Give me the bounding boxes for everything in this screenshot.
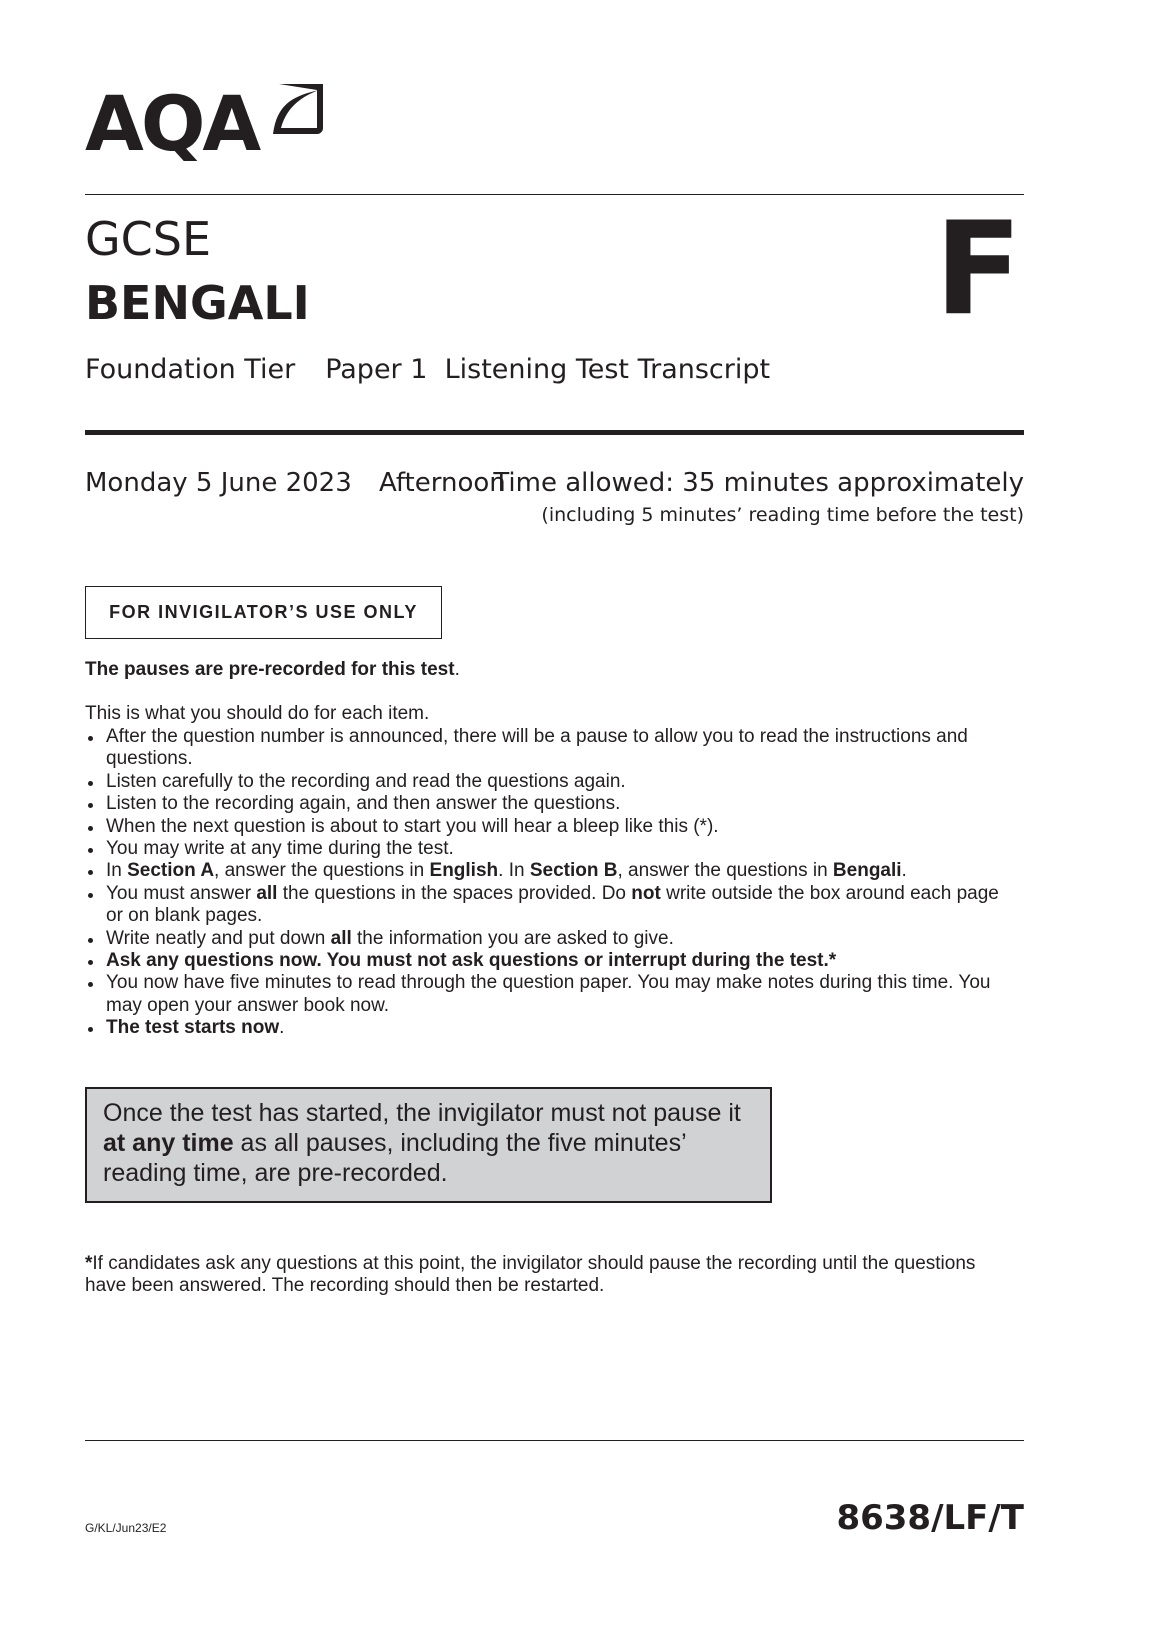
footnote-text: If candidates ask any questions at this point, the invigilator should pause the recording until the questions have been answered. The recording should then be restarted. bbox=[85, 1253, 976, 1297]
leaf-icon bbox=[273, 84, 323, 138]
instruction-text: . bbox=[279, 1017, 285, 1039]
instruction-text: . In bbox=[498, 860, 530, 882]
pauses-note: The pauses are pre-recorded for this test. bbox=[85, 659, 460, 680]
footnote-marker: * bbox=[85, 1253, 93, 1274]
instruction-text: Listen to the recording again, and then answer the questions. bbox=[106, 793, 621, 815]
instruction-emphasis: Ask any questions now. You must not ask questions or interrupt during the test.* bbox=[106, 950, 837, 972]
instruction-item bbox=[85, 950, 1005, 972]
instruction-text: You must answer bbox=[106, 882, 257, 904]
instruction-text: When the next question is about to start you will hear a bleep like this (*). bbox=[106, 815, 719, 837]
instruction-text: Write neatly and put down bbox=[106, 927, 331, 949]
instruction-text: You may write at any time during the test. bbox=[106, 838, 454, 860]
instruction-item bbox=[85, 883, 1005, 928]
notice-text: Once the test has started, the invigilator must not pause it bbox=[103, 1099, 741, 1127]
instruction-text: . bbox=[901, 860, 907, 882]
thick-divider bbox=[85, 430, 1024, 435]
intro: This is what you should do for each item. bbox=[85, 703, 430, 724]
invigilator-box bbox=[85, 586, 442, 639]
tier-letter: F bbox=[934, 195, 1022, 344]
instruction-emphasis: The test starts now bbox=[106, 1017, 280, 1039]
instruction-item bbox=[85, 972, 1005, 1017]
instruction-text: You now have five minutes to read through the question paper. You may make notes during this time. You may open your answer book now. bbox=[106, 972, 991, 1016]
pauses-note-text: The pauses are pre-recorded for this test bbox=[85, 659, 455, 680]
logo-text: AQA bbox=[85, 79, 259, 168]
instruction-item bbox=[85, 1017, 1005, 1039]
instruction-item bbox=[85, 816, 1005, 838]
subject-title: BENGALI bbox=[85, 276, 310, 330]
instruction-emphasis: English bbox=[429, 860, 499, 882]
exam-date: Monday 5 June 2023 bbox=[85, 468, 352, 498]
footer-reference: G/KL/Jun23/E2 bbox=[85, 1521, 167, 1535]
aqa-logo bbox=[85, 79, 259, 168]
instruction-item bbox=[85, 928, 1005, 950]
instruction-item bbox=[85, 860, 1005, 882]
instruction-item bbox=[85, 838, 1005, 860]
instruction-text: the questions in the spaces provided. Do bbox=[277, 882, 632, 904]
footer-divider bbox=[85, 1440, 1024, 1441]
time-note: (including 5 minutes’ reading time before the test) bbox=[541, 504, 1024, 526]
invigilator-label: FOR INVIGILATOR’S USE ONLY bbox=[109, 602, 418, 622]
instruction-text: After the question number is announced, there will be a pause to allow you to read the instructions and questions. bbox=[106, 726, 968, 770]
instruction-text: , answer the questions in bbox=[617, 860, 833, 882]
instruction-emphasis: Bengali bbox=[832, 860, 902, 882]
instruction-text: , answer the questions in bbox=[214, 860, 430, 882]
instruction-text: the information you are asked to give. bbox=[351, 927, 674, 949]
instruction-emphasis: not bbox=[631, 882, 661, 904]
qualification: GCSE bbox=[85, 212, 212, 266]
instruction-text: Listen carefully to the recording and read the questions again. bbox=[106, 770, 626, 792]
tier: Foundation Tier bbox=[85, 354, 296, 385]
paper-line bbox=[85, 354, 770, 385]
instruction-text: write outside the box around each page or on blank pages. bbox=[106, 882, 999, 927]
instruction-emphasis: all bbox=[330, 927, 352, 949]
instruction-emphasis: all bbox=[256, 882, 278, 904]
instruction-item bbox=[85, 793, 1005, 815]
notice-box bbox=[85, 1087, 772, 1203]
instruction-emphasis: Section B bbox=[529, 860, 618, 882]
instruction-emphasis: Section A bbox=[127, 860, 215, 882]
instruction-text: In bbox=[106, 860, 128, 882]
notice-emphasis: at any time bbox=[103, 1129, 234, 1157]
divider bbox=[85, 194, 1024, 195]
paper-title: Paper 1 Listening Test Transcript bbox=[325, 354, 771, 385]
footnote bbox=[85, 1253, 985, 1298]
notice-text: as all pauses, including the five minutes’ reading time, are pre-recorded. bbox=[103, 1129, 686, 1187]
instruction-list bbox=[85, 726, 1005, 1040]
time-allowed: Time allowed: 35 minutes approximately bbox=[493, 468, 1024, 498]
instruction-item bbox=[85, 726, 1005, 771]
paper-code: 8638/LF/T bbox=[836, 1498, 1024, 1538]
exam-session: Afternoon bbox=[379, 468, 506, 498]
instruction-item bbox=[85, 771, 1005, 793]
